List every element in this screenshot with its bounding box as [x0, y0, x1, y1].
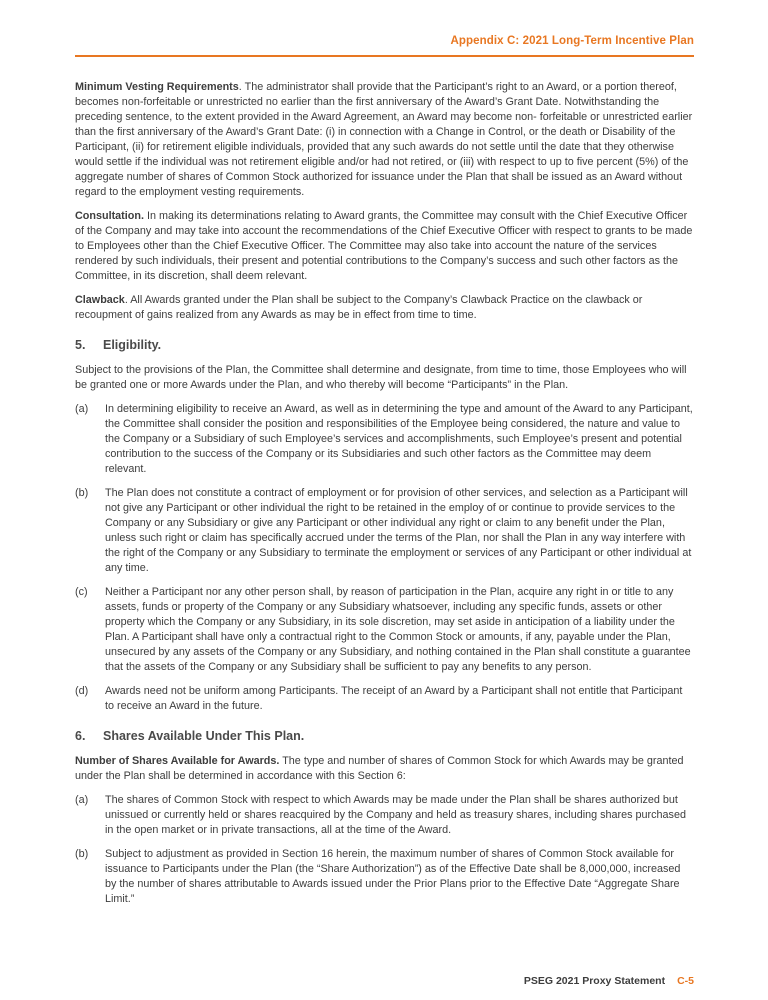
list-item-text: The Plan does not constitute a contract of employment or for provision of other services, and selection as a Participant will not give any Participant or other individual the right to be retained in the employ of or continue to provide services to the Company or any Subsidiary or give any Participant or other individual any right or claim to any benefit under the Plan, unless such right or claim has specifically accrued under the terms of the Plan, nor shall the Plan in any way interfere with the right of the Company or any Subsidiary to terminate the employment or services of any Participant or other individual at any time. [105, 487, 692, 574]
paragraph-lead-consultation: Consultation. [75, 210, 144, 222]
paragraph-lead-clawback: Clawback [75, 294, 125, 306]
appendix-title: Appendix C: 2021 Long-Term Incentive Plan [450, 35, 694, 47]
list-item-6a [75, 793, 694, 838]
section-5-heading [75, 338, 694, 352]
section-5-title: Eligibility. [103, 338, 162, 352]
section-5-number: 5. [75, 338, 86, 352]
list-item-6b [75, 847, 694, 907]
paragraph-number-of-shares [75, 754, 694, 784]
list-marker: (b) [75, 487, 89, 499]
header-divider-rule [75, 55, 694, 57]
page-header [75, 34, 694, 57]
paragraph-text: In making its determinations relating to Award grants, the Committee may consult with the Chief Executive Officer of the Company and may take into account the recommendations of the Chief Executive Officer with respect to grants to be made to Employees other than the Chief Executive Officer. The Committee may also take into account the nature of the services rendered by such individuals, their present and potential contributions to the Company’s success and such other factors as the Committee, in its discretion, shall deem relevant. [75, 210, 693, 282]
list-marker: (a) [75, 403, 89, 415]
list-item-5a [75, 402, 694, 477]
list-item-text: In determining eligibility to receive an Award, as well as in determining the type and amount of the Award to any Participant, the Committee shall consider the position and responsibilities of the Employee being considered, the nature and value to the Company or a Subsidiary of such Employee’s services and accomplishments, such Employee’s present and potential contribution to the success of the Company or its Subsidiaries and such other factors as the Committee may deem relevant. [105, 403, 693, 475]
section-6-number: 6. [75, 729, 86, 743]
paragraph-lead-number-of-shares: Number of Shares Available for Awards. [75, 755, 280, 767]
footer-statement: PSEG 2021 Proxy Statement [523, 975, 666, 987]
section-6-title: Shares Available Under This Plan. [103, 729, 305, 743]
paragraph-text: . The administrator shall provide that the Participant’s right to an Award, or a portion thereof, becomes non-forfeitable or unrestricted no earlier than the first anniversary of the Award’s Grant Date. Notwithstanding the preceding sentence, to the extent provided in the Award Agreement, an Award may become non- forfeitable or unrestricted earlier than the first anniversary of the Award’s Grant Date: (i) in connection with a Change in Control, or the death or Disability of the Participant, (ii) for retirement eligible individuals, provided that any such awards do not settle until the date that they otherwise would settle if the individual was not retirement eligible and/or had not retired, or (iii) with respect to up to five percent (5%) of the aggregate number of shares of Common Stock authorized for issuance under the Plan that shall be issued as an Award without regard to the employment vesting requirements. [75, 81, 693, 198]
section-5-intro-paragraph: Subject to the provisions of the Plan, the Committee shall determine and designate, from time to time, those Employees who will be granted one or more Awards under the Plan, and who thereby will become “Participants” in the Plan. [75, 364, 687, 391]
list-item-5b [75, 486, 694, 576]
list-marker: (c) [75, 586, 88, 598]
list-marker: (b) [75, 848, 89, 860]
paragraph-text: The type and number of shares of Common Stock for which Awards may be granted under the Plan shall be determined in accordance with this Section 6: [75, 755, 684, 782]
list-item-text: Subject to adjustment as provided in Section 16 herein, the maximum number of shares of Common Stock available for issuance to Participants under the Plan (the “Share Authorization”) as of the Effective Date shall be 8,000,000, increased by the number of shares attributable to Awards issued under the Prior Plans prior to the Effective Date “Aggregate Share Limit.” [105, 848, 681, 905]
list-item-text: Neither a Participant nor any other person shall, by reason of participation in the Plan, acquire any right in or title to any assets, funds or property of the Company or any Subsidiary whatsoever, including any specific funds, assets or other property which the Company or any Subsidiary, in its sole discretion, may set aside in anticipation of a liability under the Plan. A Participant shall have only a contractual right to the Common Stock or amounts, if any, payable under the Plan, unsecured by any assets of the Company or any Subsidiary, and nothing contained in the Plan shall constitute a guarantee that the assets of the Company or any Subsidiary shall be sufficient to pay any benefits to any person. [105, 586, 691, 673]
document-body [75, 80, 694, 907]
list-item-text: The shares of Common Stock with respect to which Awards may be made under the Plan shall be shares authorized but unissued or currently held or shares reacquired by the Company and held as treasury shares, including shares purchased in the open market or in private transactions, all at the time of the Award. [105, 794, 686, 836]
paragraph-text: . All Awards granted under the Plan shall be subject to the Company’s Clawback Practice on the clawback or recoupment of gains realized from any Awards as may be in effect from time to time. [75, 294, 643, 321]
paragraph-minimum-vesting [75, 80, 694, 200]
paragraph-lead-minimum-vesting: Minimum Vesting Requirements [75, 81, 239, 93]
paragraph-consultation [75, 209, 694, 284]
footer-page-number: C-5 [677, 975, 694, 987]
list-marker: (a) [75, 794, 89, 806]
list-item-5d [75, 684, 694, 714]
paragraph-clawback [75, 293, 694, 323]
list-item-5c [75, 585, 694, 675]
list-marker: (d) [75, 685, 89, 697]
section-6-heading [75, 729, 694, 743]
list-item-text: Awards need not be uniform among Participants. The receipt of an Award by a Participant shall not entitle that Participant to receive an Award in the future. [105, 685, 683, 712]
page-footer [524, 975, 694, 987]
